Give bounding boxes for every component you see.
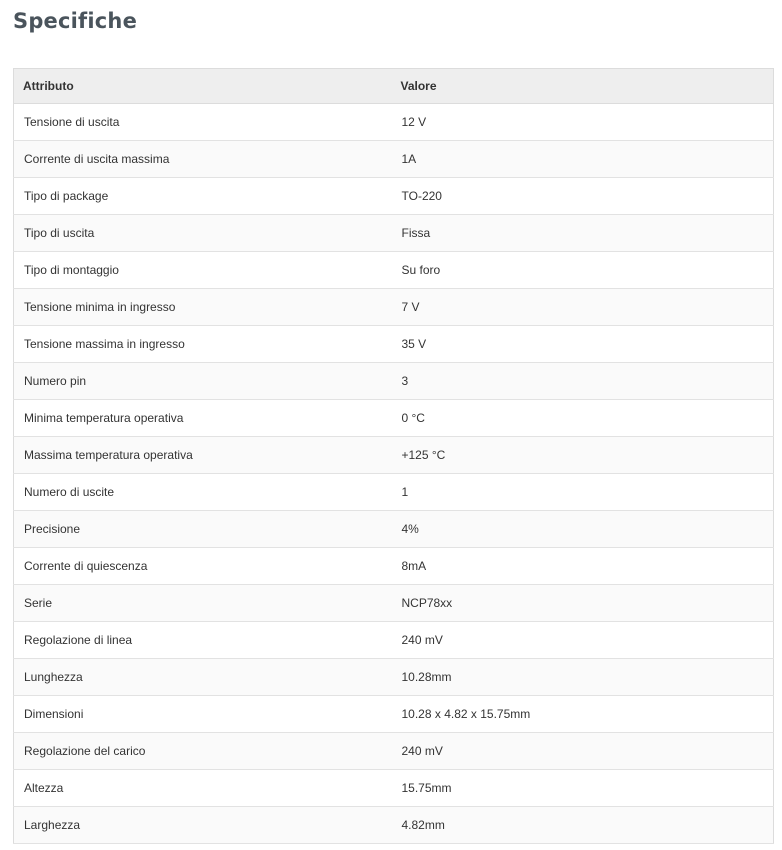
- attribute-cell: Precisione: [14, 511, 393, 548]
- value-cell: 0 °C: [393, 400, 774, 437]
- attribute-cell: Tensione di uscita: [14, 104, 393, 141]
- table-row: [14, 696, 774, 733]
- table-row: [14, 585, 774, 622]
- table-row: [14, 326, 774, 363]
- value-cell: 240 mV: [393, 733, 774, 770]
- table-row: [14, 511, 774, 548]
- attribute-cell: Regolazione del carico: [14, 733, 393, 770]
- table-row: [14, 289, 774, 326]
- value-cell: 1A: [393, 141, 774, 178]
- table-row: [14, 659, 774, 696]
- table-row: [14, 733, 774, 770]
- value-cell: 1: [393, 474, 774, 511]
- table-row: [14, 807, 774, 844]
- value-cell: 12 V: [393, 104, 774, 141]
- attribute-cell: Tensione minima in ingresso: [14, 289, 393, 326]
- table-row: [14, 178, 774, 215]
- value-cell: 10.28mm: [393, 659, 774, 696]
- table-row: [14, 104, 774, 141]
- value-cell: 7 V: [393, 289, 774, 326]
- table-row: [14, 141, 774, 178]
- value-cell: 15.75mm: [393, 770, 774, 807]
- table-row: [14, 400, 774, 437]
- value-cell: 240 mV: [393, 622, 774, 659]
- value-cell: Fissa: [393, 215, 774, 252]
- attribute-cell: Numero di uscite: [14, 474, 393, 511]
- header-attribute: Attributo: [14, 69, 393, 104]
- attribute-cell: Massima temperatura operativa: [14, 437, 393, 474]
- attribute-cell: Dimensioni: [14, 696, 393, 733]
- page-title: Specifiche: [13, 9, 138, 33]
- table-row: [14, 215, 774, 252]
- table-body: [14, 104, 774, 844]
- value-cell: 3: [393, 363, 774, 400]
- header-value: Valore: [393, 69, 774, 104]
- attribute-cell: Corrente di quiescenza: [14, 548, 393, 585]
- attribute-cell: Numero pin: [14, 363, 393, 400]
- attribute-cell: Corrente di uscita massima: [14, 141, 393, 178]
- table-header: [14, 69, 774, 104]
- attribute-cell: Serie: [14, 585, 393, 622]
- table-row: [14, 622, 774, 659]
- value-cell: TO-220: [393, 178, 774, 215]
- header-row: [14, 69, 774, 104]
- attribute-cell: Tipo di uscita: [14, 215, 393, 252]
- spec-table: [13, 68, 774, 844]
- table-row: [14, 437, 774, 474]
- value-cell: 10.28 x 4.82 x 15.75mm: [393, 696, 774, 733]
- attribute-cell: Tipo di montaggio: [14, 252, 393, 289]
- value-cell: 4.82mm: [393, 807, 774, 844]
- attribute-cell: Minima temperatura operativa: [14, 400, 393, 437]
- table-row: [14, 770, 774, 807]
- value-cell: Su foro: [393, 252, 774, 289]
- attribute-cell: Tipo di package: [14, 178, 393, 215]
- value-cell: 8mA: [393, 548, 774, 585]
- table-row: [14, 252, 774, 289]
- table-row: [14, 363, 774, 400]
- attribute-cell: Larghezza: [14, 807, 393, 844]
- value-cell: 35 V: [393, 326, 774, 363]
- value-cell: +125 °C: [393, 437, 774, 474]
- attribute-cell: Lunghezza: [14, 659, 393, 696]
- value-cell: 4%: [393, 511, 774, 548]
- table-row: [14, 548, 774, 585]
- attribute-cell: Tensione massima in ingresso: [14, 326, 393, 363]
- value-cell: NCP78xx: [393, 585, 774, 622]
- table-row: [14, 474, 774, 511]
- attribute-cell: Altezza: [14, 770, 393, 807]
- attribute-cell: Regolazione di linea: [14, 622, 393, 659]
